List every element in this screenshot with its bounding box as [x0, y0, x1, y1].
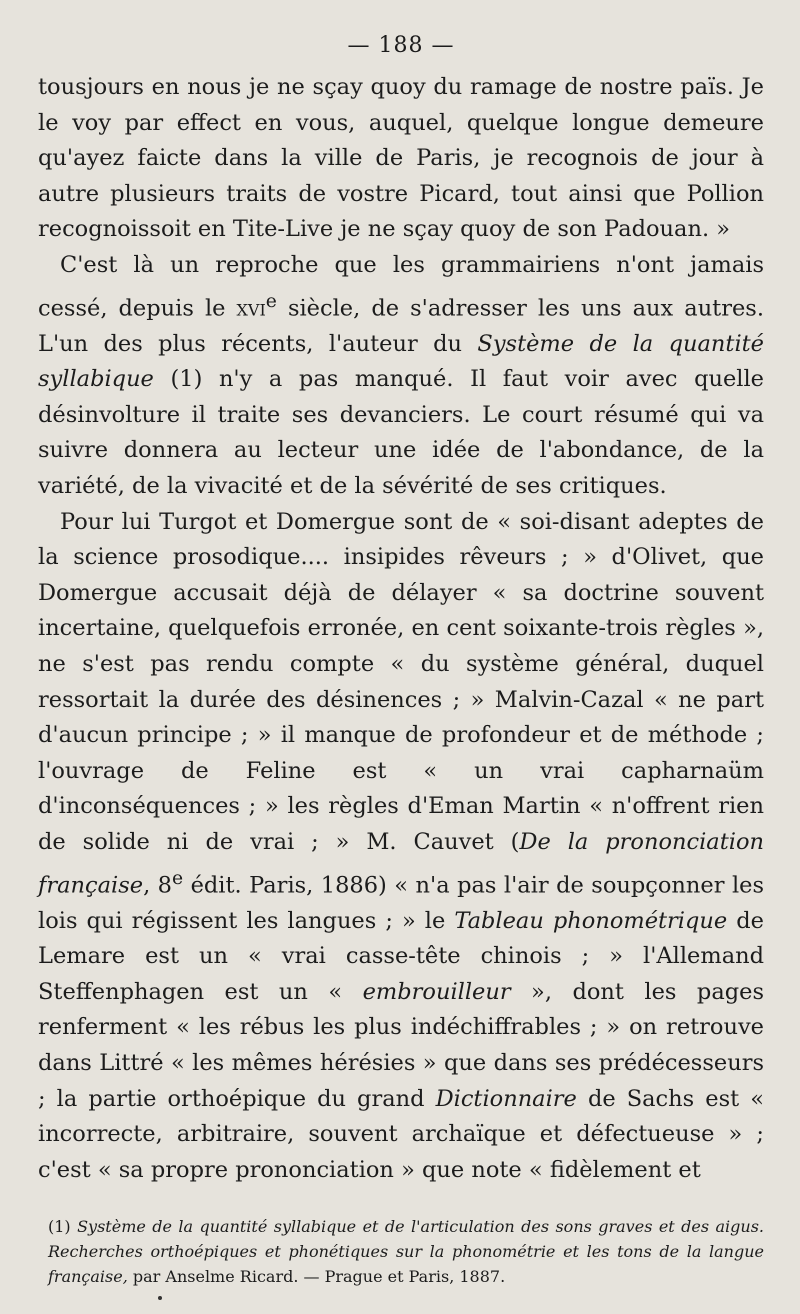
book-title: Tableau phonométrique: [454, 907, 728, 934]
text-run: C'est là un reproche que les grammairiens n'ont jamais cessé, depuis le: [38, 251, 764, 322]
century-superscript: e: [265, 290, 277, 312]
page-number: — 188 —: [347, 33, 455, 58]
body-text: [38, 70, 764, 1188]
footnote-marker: (1): [48, 1217, 78, 1237]
text-run: de Lemare est un « vrai casse-tête chinois ; » l'Allemand Steffenphagen est un «: [38, 907, 764, 1005]
paragraph-1: tousjours en nous je ne sçay quoy du ramage de nostre païs. Je le voy par effect en vous, auquel, quelque longue demeure qu'ayez faicte dans la ville de Paris, je recognois de jour à autre plusieurs traits de vostre Picard, tout ainsi que Pollion recognoissoit en Tite-Live je ne sçay quoy de son Padouan. »: [38, 74, 764, 243]
text-run: », dont les pages renferment « les rébus les plus indéchiffrables ; » on retrouve dans Littré « les mêmes hérésies » que dans ses prédécesseurs ; la partie orthoépique du grand: [38, 978, 764, 1112]
century-numeral: xvi: [236, 295, 266, 322]
text-run: siècle, de s'adresser les uns aux autres. L'un des plus récents, l'auteur du: [38, 295, 764, 357]
footnote-title: Système de la quantité syllabique et de l'articulation des sons graves et des aigus. Recherches orthoépiques et phonétiques sur la phonométrie et les tons de la langue française,: [48, 1217, 765, 1287]
text-run: de Sachs est « incorrecte, arbitraire, souvent archaïque et défectueuse » ; c'est « sa propre prononciation » que note « fidèlement et: [38, 1085, 764, 1183]
text-run: Pour lui Turgot et Domergue sont de « soi-disant adeptes de la science prosodique.... insipides rêveurs ; » d'Olivet, que Domergue accusait déjà de délayer « sa doctrine souvent incertaine, quelquefois erronée, en cent soixante-trois règles », ne s'est pas rendu compte « du système général, duquel ressortait la durée des désinences ; » Malvin-Cazal « ne part d'aucun principe ; » il manque de profondeur et de méthode ; l'ouvrage de Feline est « un vrai capharnaüm d'inconséquences ; » les règles d'Eman Martin « n'offrent rien de solide ni de vrai ; » M. Cauvet (: [38, 508, 764, 855]
edition-superscript: e: [172, 867, 184, 889]
book-title: De la prononciation française: [38, 828, 764, 899]
quoted-term: embrouilleur: [362, 978, 511, 1005]
paragraph-2: [38, 248, 764, 505]
text-run: édit. Paris, 1886) « n'a pas l'air de soupçonner les lois qui régissent les langues ; » le: [38, 872, 764, 934]
ink-speck: [158, 1296, 162, 1300]
footnote-text: par Anselme Ricard. — Prague et Paris, 1887.: [127, 1267, 506, 1287]
paragraph-3: [38, 505, 764, 1189]
book-title: Dictionnaire: [435, 1085, 577, 1112]
book-title: Système de la quantité syllabique: [38, 330, 764, 393]
text-run: , 8: [143, 872, 172, 899]
text-run: (1) n'y a pas manqué. Il faut voir avec quelle désinvolture il traite ses devanciers. Le court résumé qui va suivre donnera au lecteur une idée de l'abondance, de la variété, de la vivacité et de la sévérité de ses critiques.: [38, 366, 764, 500]
footnote: [38, 1214, 764, 1289]
